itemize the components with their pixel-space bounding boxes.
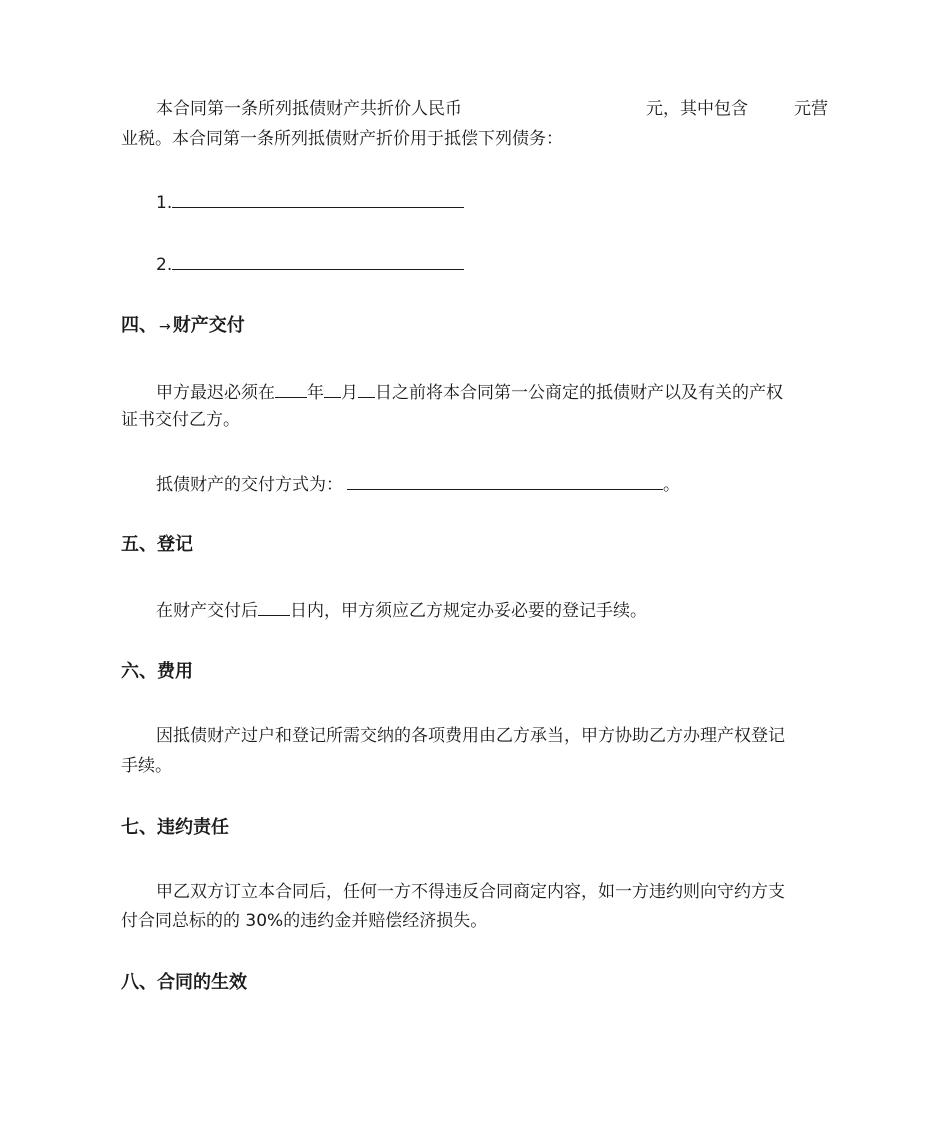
clause5-text-a: 在财产交付后	[156, 601, 258, 621]
registration-days-blank	[258, 597, 290, 616]
debt-item-1-number: 1.	[156, 193, 173, 213]
clause6-heading: 六、费用	[121, 661, 193, 682]
clause7-paragraph-line1: 甲乙双方订立本合同后，任何一方不得违反合同商定内容，如一方违约则向守约方支	[156, 882, 785, 902]
debt-item-2	[156, 251, 464, 276]
year-blank	[275, 379, 307, 398]
month-blank	[324, 379, 341, 398]
clause4-heading	[121, 315, 245, 338]
clause5-heading: 五、登记	[121, 534, 193, 555]
clause4-heading-title: 财产交付	[172, 315, 245, 336]
day-blank	[358, 379, 375, 398]
year-label: 年	[307, 383, 324, 403]
delivery-method-blank	[347, 471, 663, 490]
clause4-text-c: 日之前将本合同第一公商定的抵债财产以及有关的产权	[375, 383, 783, 403]
clause5-paragraph	[156, 597, 647, 622]
clause6-paragraph-line1: 因抵债财产过户和登记所需交纳的各项费用由乙方承当，甲方协助乙方办理产权登记	[156, 726, 785, 746]
clause4-paragraph1-line1	[156, 379, 783, 404]
clause4-heading-prefix: 四、	[121, 315, 157, 336]
clause3-paragraph-line2: 业税。本合同第一条所列抵债财产折价用于抵偿下列债务：	[121, 129, 563, 149]
clause4-text-a: 甲方最迟必须在	[156, 383, 275, 403]
clause7-heading: 七、违约责任	[121, 817, 229, 838]
arrow-icon: →	[159, 319, 171, 335]
debt-item-2-number: 2.	[156, 255, 173, 275]
clause3-paragraph-line1	[156, 98, 828, 120]
debt-item-1-blank	[172, 189, 464, 208]
clause6-paragraph-line2: 手续。	[121, 756, 172, 776]
debt-item-2-blank	[172, 251, 464, 270]
clause8-heading: 八、合同的生效	[121, 972, 247, 993]
clause4-paragraph1-line2: 证书交付乙方。	[121, 410, 240, 430]
debt-item-1	[156, 189, 464, 214]
delivery-method-end: 。	[663, 475, 680, 495]
clause3-text-a: 本合同第一条所列抵债财产共折价人民币	[156, 99, 462, 119]
month-label: 月	[341, 383, 358, 403]
clause5-text-b: 日内，甲方须应乙方规定办妥必要的登记手续。	[290, 601, 647, 621]
clause4-paragraph2	[156, 471, 680, 496]
clause3-text-c: 元营	[794, 99, 828, 119]
delivery-method-label: 抵债财产的交付方式为：	[156, 475, 343, 495]
clause3-text-b: 元，其中包含	[646, 99, 748, 119]
clause7-paragraph-line2: 付合同总标的的 30%的违约金并赔偿经济损失。	[121, 911, 488, 931]
